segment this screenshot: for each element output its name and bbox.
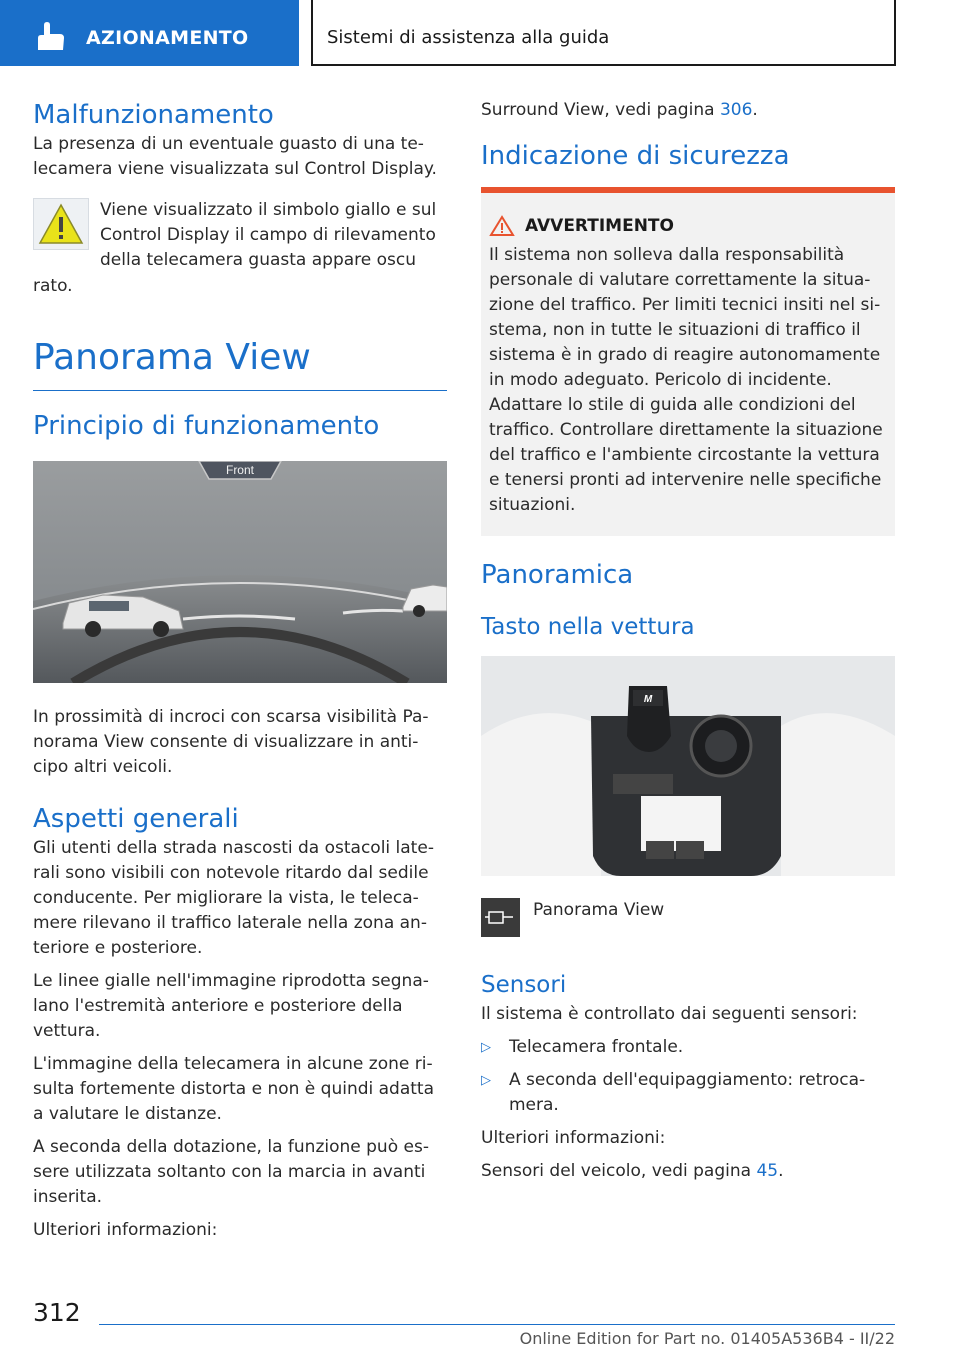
overview-heading: Panoramica	[481, 560, 634, 590]
footer-edition: Online Edition for Part no. 01405A536B4 - II/22	[519, 1329, 895, 1348]
warning-title-row	[489, 215, 885, 237]
triangle-bullet-icon: ▷	[481, 1073, 491, 1088]
heading-rule	[33, 390, 447, 391]
chapter-header	[311, 0, 896, 66]
more-info-label: Ulteriori informazioni:	[481, 1128, 666, 1148]
camera-front-label: Front	[225, 463, 255, 477]
general-paragraph-4: A seconda della dotazione, la funzione può essere utilizzata soltanto con la marcia in avanti inserita.	[33, 1137, 429, 1207]
chapter-title: Sistemi di assistenza alla guida	[327, 27, 610, 48]
footer-rule	[99, 1324, 895, 1325]
general-heading: Aspetti generali	[33, 804, 239, 834]
warning-box	[481, 193, 895, 536]
hand-pointer-icon	[30, 20, 70, 54]
sensor-list-item: ▷ A seconda dell'equipaggiamento: retrocamera.	[481, 1070, 866, 1115]
warning-symbol-text-continued: rato.	[33, 276, 73, 296]
more-info-label: Ulteriori informazioni:	[33, 1220, 218, 1240]
section-header	[0, 0, 299, 66]
yellow-warning-triangle-icon	[34, 199, 88, 249]
sensors-heading: Sensori	[481, 972, 567, 998]
sensors-intro: Il sistema è controllato dai seguenti sensori:	[481, 1004, 858, 1024]
center-console-image	[481, 656, 895, 876]
sensor-list-item: ▷ Telecamera frontale.	[481, 1035, 895, 1060]
panorama-view-heading: Panorama View	[33, 337, 311, 378]
vehicle-sensors-page-link[interactable]: 45	[756, 1161, 779, 1181]
principle-heading: Principio di funzionamento	[33, 411, 380, 441]
warning-text: Il sistema non solleva dalla responsabilità personale di valutare correttamente la situazione del traffico. Per limiti tecnici insiti nel sistema, non in tutte le situazioni di traffico il sistema è in grado di reagire autonomamente in modo adeguato. Pericolo di incidente. Adattare lo stile di guida alle condizioni del traffico. Controllare direttamente la situazione del traffico e l'ambiente circostante la vettura e tenersi pronti ad intervenire nelle specifiche situazioni.	[489, 245, 883, 515]
right-column	[481, 98, 895, 1192]
panorama-view-button-image	[481, 898, 520, 937]
warning-symbol-row	[33, 198, 447, 274]
warning-symbol-image	[33, 198, 89, 250]
warning-symbol-text: Viene visualizzato il simbolo giallo e sul Control Display il campo di rilevamento della telecamera guasta appare oscu	[100, 200, 437, 270]
general-paragraph-1: Gli utenti della strada nascosti da ostacoli laterali sono visibili con notevole ritardo dal sedile conducente. Per migliorare la vista, le telecamere rilevano il traffico laterale nella zona anteriore e posteriore.	[33, 838, 434, 958]
left-column	[33, 98, 447, 1251]
vehicle-sensors-reference: Sensori del veicolo, vedi pagina 45.	[481, 1161, 784, 1181]
warning-title: AVVERTIMENTO	[525, 216, 674, 236]
panorama-view-button-row	[481, 898, 895, 958]
vehicle-sensors-text: Sensori del veicolo, vedi pagina	[481, 1161, 752, 1181]
malfunction-paragraph: La presenza di un eventuale guasto di una telecamera viene visualizzata sul Control Display.	[33, 134, 437, 179]
page-number: 312	[33, 1298, 81, 1327]
surround-view-page-link[interactable]: 306	[719, 100, 753, 120]
general-paragraph-2: Le linee gialle nell'immagine riprodotta segnalano l'estremità anteriore e posteriore della vettura.	[33, 971, 429, 1041]
surround-view-reference: Surround View, vedi pagina 306.	[481, 100, 758, 120]
svg-text:M: M	[643, 694, 653, 705]
malfunction-heading: Malfunzionamento	[33, 100, 274, 130]
panorama-camera-image	[33, 461, 447, 683]
section-title: AZIONAMENTO	[86, 27, 249, 49]
principle-paragraph: In prossimità di incroci con scarsa visibilità Panorama View consente di visualizzare in anticipo altri veicoli.	[33, 707, 429, 777]
warning-triangle-icon	[489, 215, 515, 237]
safety-heading: Indicazione di sicurezza	[481, 141, 790, 171]
general-paragraph-3: L'immagine della telecamera in alcune zone risulta fortemente distorta e non è quindi adatta a valutare le distanze.	[33, 1054, 435, 1124]
panorama-view-label: Panorama View	[533, 900, 665, 920]
button-heading: Tasto nella vettura	[481, 614, 695, 640]
panorama-view-icon	[481, 898, 520, 937]
triangle-bullet-icon: ▷	[481, 1040, 491, 1055]
surround-view-text: Surround View, vedi pagina	[481, 100, 715, 120]
